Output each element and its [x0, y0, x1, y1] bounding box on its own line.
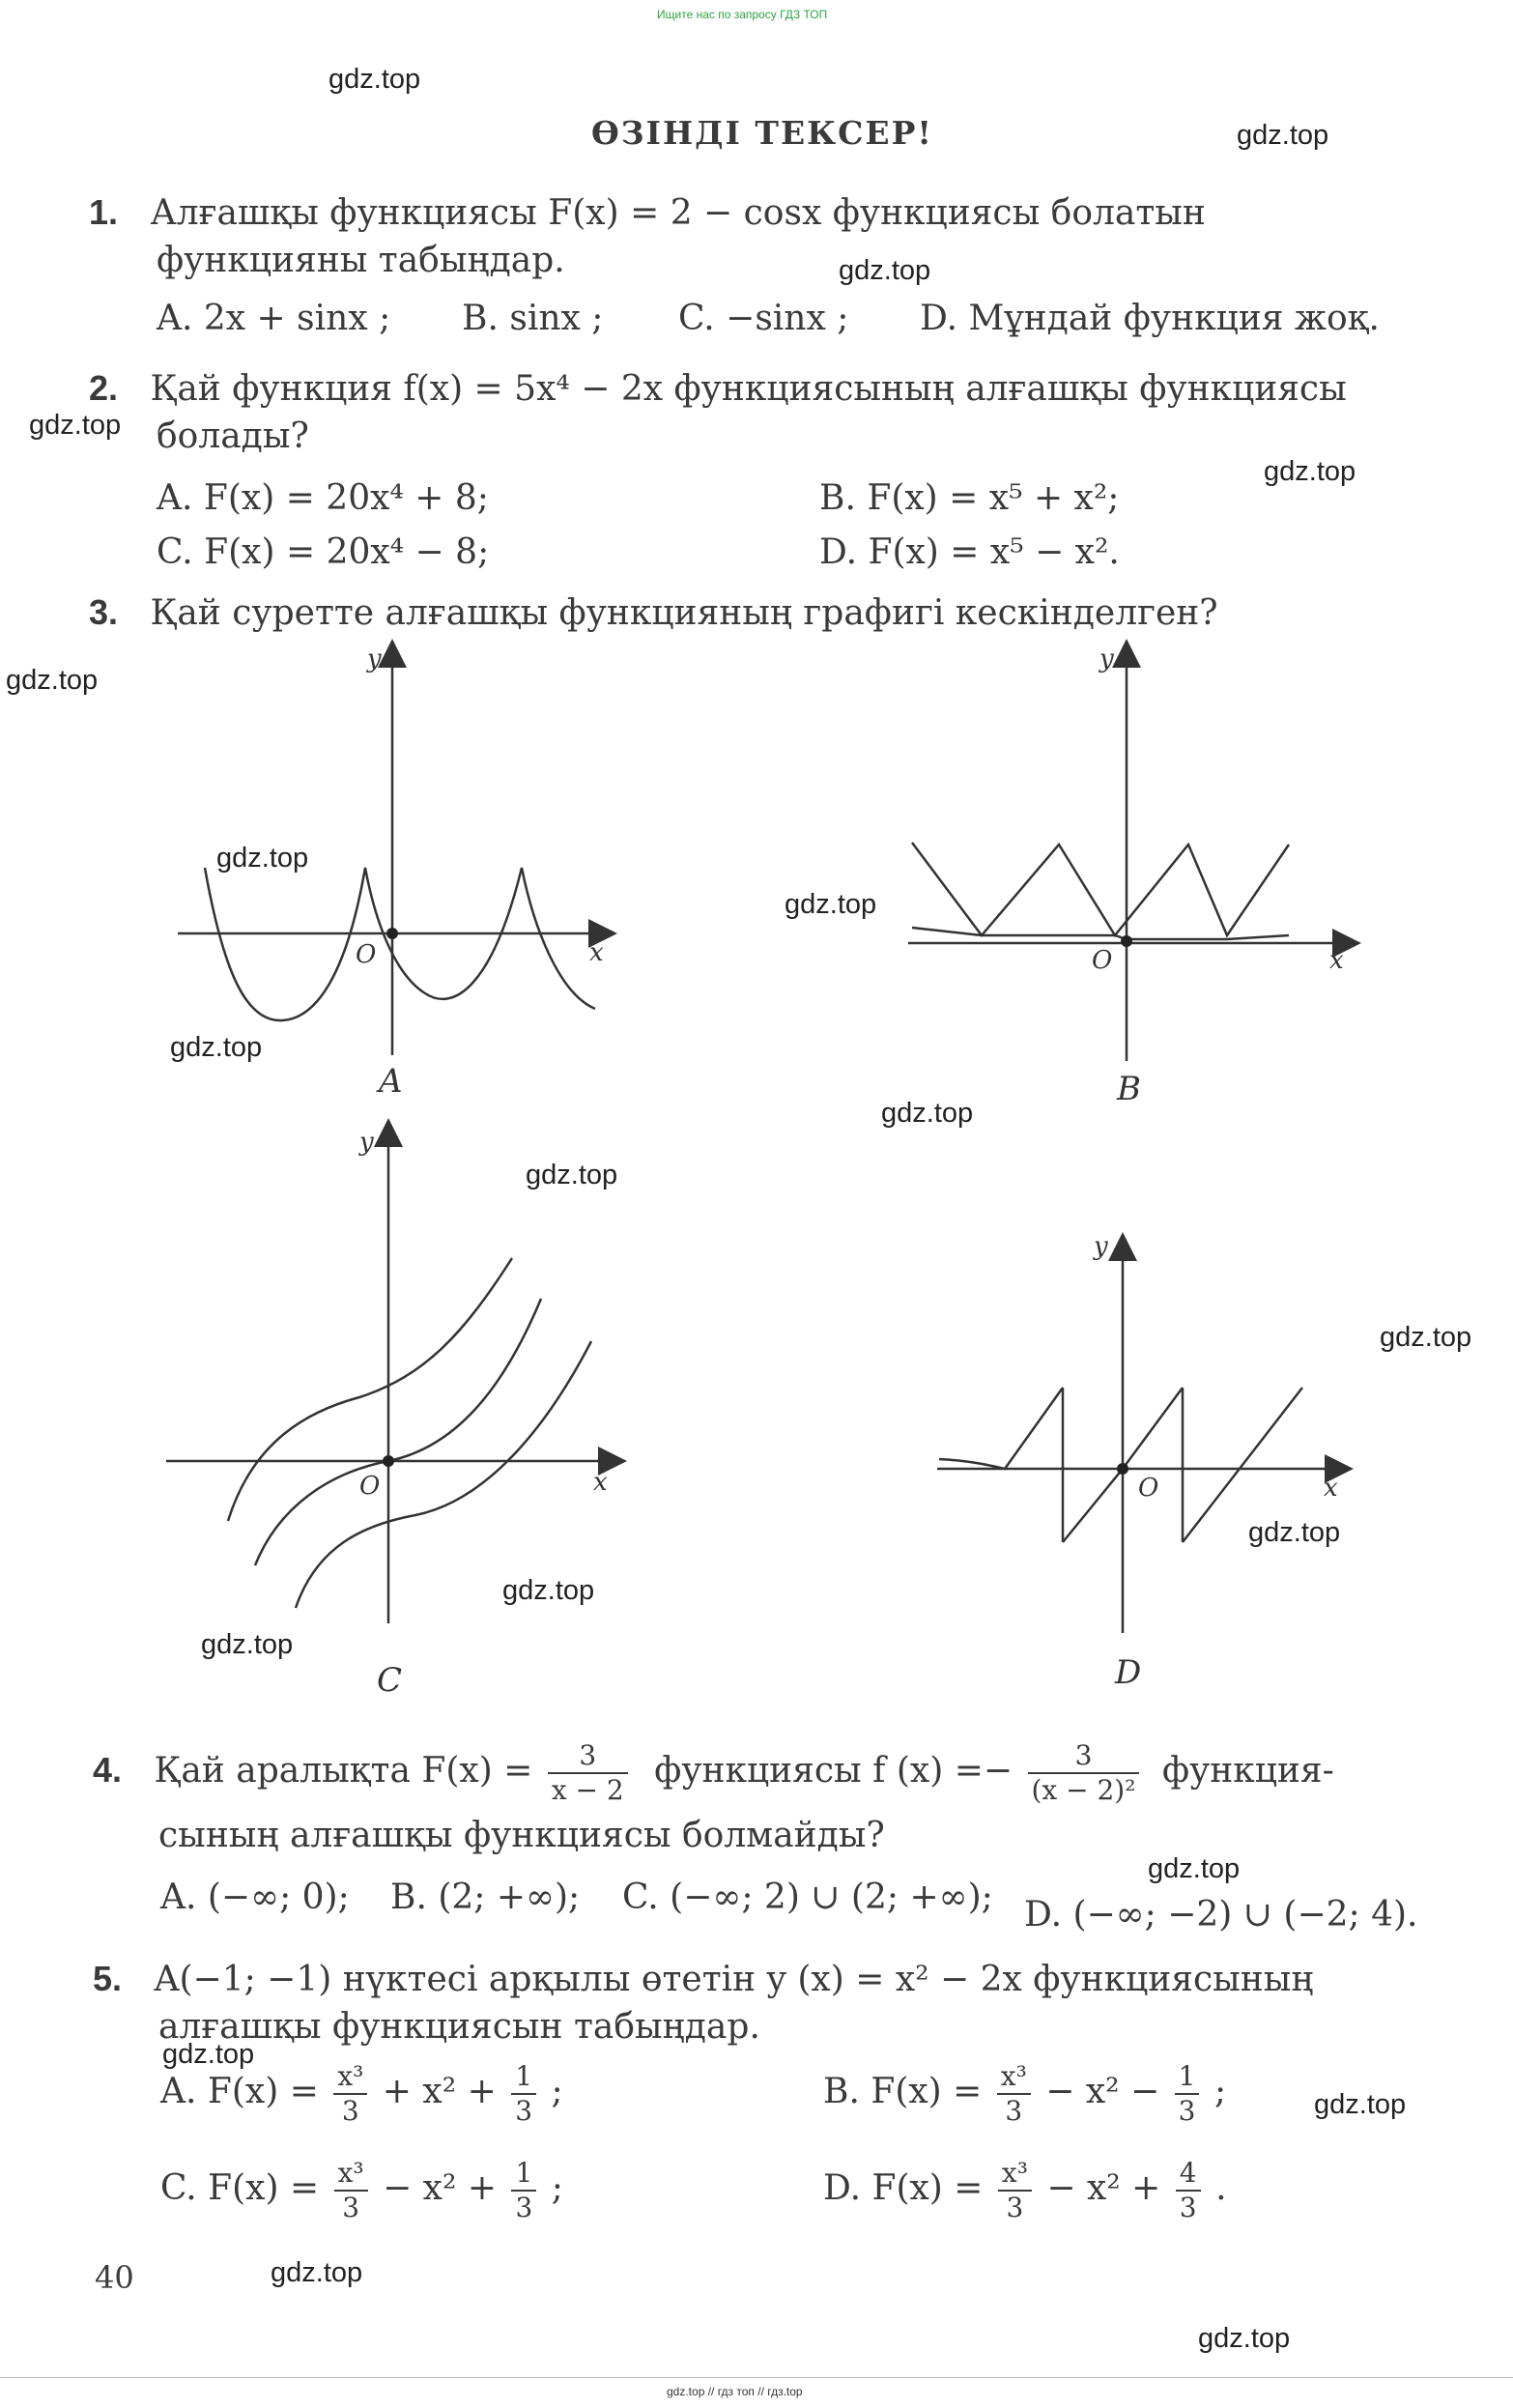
- watermark: gdz.top: [1314, 2089, 1407, 2120]
- question-text: Қай аралықта F(x) =: [154, 1751, 533, 1791]
- question-number: 5.: [93, 1959, 123, 1998]
- graph-label-a: A: [379, 1062, 403, 1101]
- question-4: [93, 1739, 1334, 1807]
- watermark: gdz.top: [839, 255, 931, 286]
- graph-d: [937, 1247, 1339, 1633]
- watermark: gdz.top: [1264, 456, 1356, 487]
- origin-point: [386, 928, 398, 939]
- graph-label-b: B: [1117, 1070, 1141, 1108]
- watermark: gdz.top: [1380, 1322, 1472, 1353]
- option-a: A. 2x + sinx ;: [157, 299, 391, 338]
- question-text: функциясы f (x) =−: [654, 1751, 1013, 1791]
- axis-label-x: x: [593, 1468, 608, 1497]
- option-c: C. F(x) = 20x⁴ − 8;: [157, 532, 490, 572]
- footer-divider: [0, 2377, 1513, 2378]
- watermark: gdz.top: [170, 1032, 263, 1063]
- axis-label-y: y: [359, 1128, 374, 1157]
- question-5: [93, 1956, 1314, 2003]
- graph-a-curve: [205, 868, 595, 1020]
- watermark: gdz.top: [1198, 2323, 1291, 2354]
- watermark: gdz.top: [1248, 1517, 1341, 1548]
- option-b: B. F(x) = x⁵ + x²;: [819, 478, 1120, 518]
- graph-a: [178, 653, 603, 1055]
- question-number: 3.: [89, 592, 119, 632]
- question-text: Қай суретте алғашқы функцияның графигі кескінделген?: [150, 593, 1218, 633]
- axis-label-x: x: [1329, 946, 1344, 975]
- watermark: gdz.top: [526, 1160, 618, 1190]
- watermark: gdz.top: [6, 665, 99, 696]
- watermark: gdz.top: [201, 1629, 294, 1660]
- origin-point: [1117, 1463, 1128, 1475]
- axis-label-x: x: [589, 938, 604, 967]
- graph-c-curve-3: [296, 1341, 591, 1608]
- origin-label: O: [1092, 946, 1113, 975]
- option-d: D. F(x) = x⁵ − x².: [819, 532, 1120, 572]
- question-text: Алғашқы функциясы F(x) = 2 − cosx функциясы болатын: [150, 193, 1206, 233]
- footer-links[interactable]: gdz.top // гдз топ // гдз.top: [667, 2385, 803, 2398]
- option-a: A. F(x) = $\frac{\text{x³}}{3}$ + x² + $\frac{1}{3}$ ;: [160, 2060, 563, 2127]
- watermark: gdz.top: [328, 64, 421, 95]
- graph-c-curve-2: [255, 1299, 541, 1565]
- option-d: D. Мұндай функция жоқ.: [920, 299, 1380, 338]
- watermark: gdz.top: [216, 843, 309, 874]
- watermark: gdz.top: [1237, 120, 1329, 151]
- watermark: gdz.top: [785, 889, 877, 920]
- question-number: 4.: [93, 1750, 123, 1790]
- option-b: B. (2; +∞);: [390, 1878, 581, 1917]
- top-banner[interactable]: Ищите нас по запросу ГДЗ ТОП: [657, 8, 828, 21]
- option-b: B. sinx ;: [462, 299, 604, 338]
- question-number: 1.: [89, 192, 119, 232]
- fraction: $\frac{3}{x - 2}$: [548, 1739, 628, 1807]
- option-c: C. (−∞; 2) ∪ (2; +∞);: [622, 1878, 993, 1917]
- graph-b-curve: [912, 843, 1289, 939]
- graph-label-c: C: [377, 1661, 403, 1700]
- fraction: $\frac{3}{\text{(x − 2)²}}$: [1028, 1739, 1140, 1807]
- origin-label: O: [359, 1472, 381, 1501]
- graph-c: [166, 1132, 613, 1623]
- question-5-line2: алғашқы функциясын табыңдар.: [158, 2007, 760, 2047]
- question-text: A(−1; −1) нүктесі арқылы өтетін y (x) = x² − 2x функциясының: [154, 1960, 1314, 1999]
- origin-label: O: [1138, 1474, 1159, 1503]
- watermark: gdz.top: [271, 2257, 363, 2288]
- watermark: gdz.top: [881, 1098, 974, 1129]
- option-a: A. F(x) = 20x⁴ + 8;: [157, 478, 489, 518]
- graph-b: [908, 653, 1347, 1061]
- page-heading: ӨЗІНДІ ТЕКСЕР!: [591, 114, 933, 152]
- question-2-line2: болады?: [157, 416, 309, 456]
- question-text: функция-: [1161, 1751, 1334, 1791]
- axis-label-y: y: [1094, 1232, 1108, 1261]
- question-4-line2: сының алғашқы функциясы болмайды?: [158, 1816, 885, 1855]
- option-d: D. F(x) = $\frac{\text{x³}}{3}$ − x² + $\frac{4}{3}$ .: [823, 2157, 1227, 2223]
- watermark: gdz.top: [162, 2039, 255, 2070]
- watermark: gdz.top: [1148, 1853, 1241, 1884]
- axis-label-y: y: [1099, 645, 1114, 674]
- axis-label-y: y: [367, 645, 382, 674]
- watermark: gdz.top: [502, 1575, 595, 1606]
- origin-point: [1121, 935, 1132, 947]
- option-b: B. F(x) = $\frac{\text{x³}}{3}$ − x² − $\frac{1}{3}$ ;: [823, 2060, 1227, 2127]
- graph-label-d: D: [1115, 1653, 1142, 1692]
- option-c: C. −sinx ;: [678, 299, 849, 338]
- question-1-line2: функцияны табыңдар.: [157, 241, 565, 280]
- origin-point: [383, 1455, 394, 1467]
- watermark: gdz.top: [29, 410, 122, 441]
- origin-label: O: [356, 940, 377, 969]
- page-number: 40: [95, 2259, 134, 2296]
- option-c: C. F(x) = $\frac{\text{x³}}{3}$ − x² + $\frac{1}{3}$ ;: [160, 2157, 563, 2223]
- question-number: 2.: [89, 368, 119, 408]
- axis-label-x: x: [1324, 1474, 1338, 1503]
- option-a: A. (−∞; 0);: [160, 1878, 350, 1917]
- question-text: Қай функция f(x) = 5x⁴ − 2x функциясының алғашқы функциясы: [150, 369, 1347, 409]
- option-d: D. (−∞; −2) ∪ (−2; 4).: [1024, 1895, 1418, 1935]
